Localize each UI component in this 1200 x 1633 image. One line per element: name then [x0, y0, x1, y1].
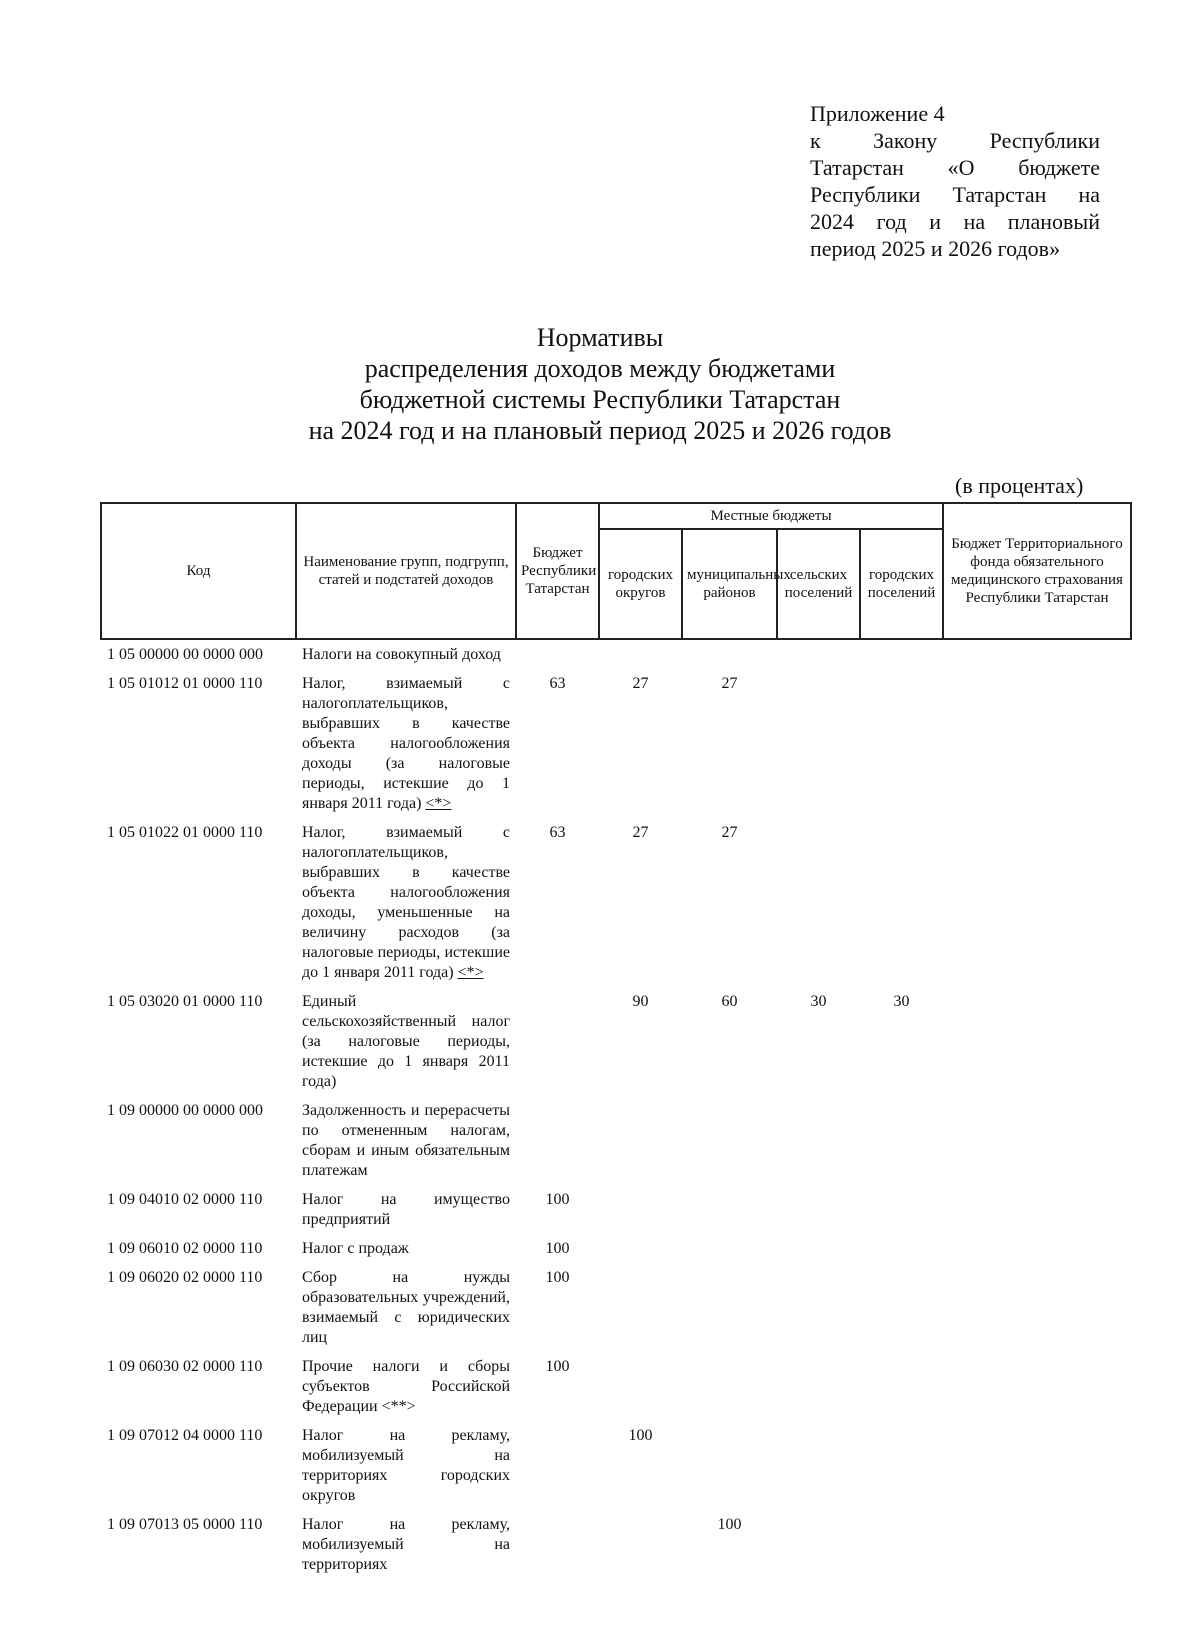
row-code: 1 09 06020 02 0000 110 [107, 1269, 263, 1286]
footnote-link[interactable]: <*> [457, 964, 484, 981]
row-name-text: Сбор на нужды образовательных учреждений, взимаемый с юридических лиц [302, 1269, 510, 1346]
row-value-go [599, 1234, 682, 1263]
row-value-mr [682, 1263, 777, 1352]
row-value-go: 100 [628, 1427, 653, 1444]
row-code: 1 09 00000 00 0000 000 [107, 1102, 263, 1119]
row-value-mr: 27 [721, 824, 738, 841]
row-value-sp: 30 [810, 993, 827, 1010]
row-value-go: 27 [632, 675, 649, 692]
row-value-go [599, 1185, 682, 1234]
row-value-rt [516, 1096, 599, 1185]
row-name-text: Задолженность и перерасчеты по отмененным налогам, сборам и иным обязательным платежам [302, 1102, 510, 1179]
row-name [296, 639, 516, 669]
row-value-mr [682, 1185, 777, 1234]
row-value-mr [682, 1096, 777, 1185]
row-value-sp [777, 1421, 860, 1510]
row-code: 1 05 00000 00 0000 000 [107, 646, 263, 663]
row-name-text: Налог, взимаемый с налогоплательщиков, выбравших в качестве объекта налогообложения доходы, уменьшенные на величину расходов (за налоговые периоды, истекшие до 1 января 2011 года) [302, 824, 510, 981]
row-name-text: Налог, взимаемый с налогоплательщиков, выбравших в качестве объекта налогообложения доходы (за налоговые периоды, истекшие до 1 января 2011 года) [302, 675, 510, 812]
appendix-line: период 2025 и 2026 годов» [810, 236, 1061, 261]
title-line: на 2024 год и на плановый период 2025 и 2026 годов [308, 416, 892, 445]
row-value-foms [943, 1510, 1131, 1579]
header-city-districts: городских округов [599, 529, 682, 639]
row-name-text: Налог с продаж [302, 1240, 409, 1257]
row-value-gp [860, 818, 943, 987]
row-value-foms [943, 1185, 1131, 1234]
table-row [101, 1096, 1131, 1185]
header-local-budgets: Местные бюджеты [599, 503, 943, 529]
row-value-rt [516, 987, 599, 1096]
row-value-sp [777, 1234, 860, 1263]
row-code: 1 09 06010 02 0000 110 [107, 1240, 263, 1257]
row-code: 1 09 07013 05 0000 110 [107, 1516, 263, 1533]
row-value-mr: 27 [721, 675, 738, 692]
row-value-rt [516, 639, 599, 669]
row-name-text: Налоги на совокупный доход [302, 646, 501, 663]
row-code: 1 05 03020 01 0000 110 [107, 993, 263, 1010]
header-urban-settlements: городских поселений [860, 529, 943, 639]
row-name [296, 987, 516, 1096]
table-row [101, 818, 1131, 987]
row-value-rt: 100 [545, 1269, 570, 1286]
row-code: 1 09 06030 02 0000 110 [107, 1358, 263, 1375]
row-code: 1 09 04010 02 0000 110 [107, 1191, 263, 1208]
row-value-mr [682, 1421, 777, 1510]
row-name [296, 1421, 516, 1510]
row-value-rt [516, 1510, 599, 1579]
table-row [101, 1185, 1131, 1234]
row-code: 1 09 07012 04 0000 110 [107, 1427, 263, 1444]
footnote-link[interactable]: <*> [425, 795, 452, 812]
row-value-gp [860, 669, 943, 818]
row-value-rt: 63 [549, 824, 566, 841]
row-value-gp [860, 1234, 943, 1263]
row-value-foms [943, 1352, 1131, 1421]
row-value-go: 27 [632, 824, 649, 841]
table-row [101, 639, 1131, 669]
appendix-line: Татарстан «О бюджете [810, 155, 1100, 180]
row-value-sp [777, 1263, 860, 1352]
row-value-go [599, 1352, 682, 1421]
row-value-sp [777, 1510, 860, 1579]
row-value-sp [777, 639, 860, 669]
header-name: Наименование групп, подгрупп, статей и подстатей доходов [296, 503, 516, 639]
row-name-text: Налог на имущество предприятий [302, 1191, 510, 1228]
row-name [296, 1234, 516, 1263]
table-header [101, 503, 1131, 639]
row-name [296, 1185, 516, 1234]
row-value-go [599, 1510, 682, 1579]
unit-note: (в процентах) [955, 473, 1084, 498]
header-republic-budget: Бюджет Республики Татарстан [516, 503, 599, 639]
table-row [101, 1510, 1131, 1579]
row-value-foms [943, 1263, 1131, 1352]
row-value-rt: 100 [545, 1358, 570, 1375]
row-value-foms [943, 987, 1131, 1096]
row-name [296, 669, 516, 818]
appendix-line: 2024 год и на плановый [810, 209, 1100, 234]
table-row [101, 1352, 1131, 1421]
row-name-text: Единый сельскохозяйственный налог (за налоговые периоды, истекшие до 1 января 2011 года) [302, 993, 510, 1090]
row-value-rt: 100 [545, 1240, 570, 1257]
row-value-foms [943, 1421, 1131, 1510]
title-line: бюджетной системы Республики Татарстан [359, 385, 841, 414]
row-name [296, 818, 516, 987]
row-value-foms [943, 818, 1131, 987]
row-value-go: 90 [632, 993, 649, 1010]
row-value-go [599, 1263, 682, 1352]
row-value-foms [943, 1096, 1131, 1185]
header-rural-settlements: сельских поселений [777, 529, 860, 639]
row-value-gp: 30 [893, 993, 910, 1010]
row-value-mr [682, 1352, 777, 1421]
row-value-gp [860, 1096, 943, 1185]
row-value-mr: 60 [721, 993, 738, 1010]
row-value-mr [682, 1234, 777, 1263]
row-value-rt: 100 [545, 1191, 570, 1208]
row-value-foms [943, 639, 1131, 669]
table-row [101, 987, 1131, 1096]
row-name [296, 1096, 516, 1185]
row-value-go [599, 1096, 682, 1185]
row-value-rt: 63 [549, 675, 566, 692]
row-name [296, 1263, 516, 1352]
row-code: 1 05 01012 01 0000 110 [107, 675, 263, 692]
row-code: 1 05 01022 01 0000 110 [107, 824, 263, 841]
appendix-header [810, 100, 1100, 262]
table-row [101, 669, 1131, 818]
row-name [296, 1352, 516, 1421]
row-value-gp [860, 1421, 943, 1510]
row-value-gp [860, 639, 943, 669]
table-body [101, 639, 1131, 1579]
row-value-sp [777, 1096, 860, 1185]
appendix-line: Республики Татарстан на [810, 182, 1100, 207]
row-value-foms [943, 669, 1131, 818]
title-line: распределения доходов между бюджетами [364, 354, 836, 383]
appendix-line: к Закону Республики [810, 128, 1100, 153]
table-row [101, 1263, 1131, 1352]
row-name-text: Прочие налоги и сборы субъектов Российской Федерации <**> [302, 1358, 510, 1415]
header-health-fund: Бюджет Территориального фонда обязательного медицинского страхования Республики Татарстан [943, 503, 1131, 639]
header-code: Код [101, 503, 296, 639]
row-name [296, 1510, 516, 1579]
document-title [0, 322, 1200, 446]
header-municipal-districts: муниципальных районов [682, 529, 777, 639]
row-value-sp [777, 1185, 860, 1234]
row-value-rt [516, 1421, 599, 1510]
row-value-sp [777, 669, 860, 818]
row-name-text: Налог на рекламу, мобилизуемый на территориях городских округов [302, 1427, 510, 1504]
title-line: Нормативы [536, 323, 664, 352]
row-name-text: Налог на рекламу, мобилизуемый на территориях [302, 1516, 510, 1573]
row-value-mr [682, 639, 777, 669]
row-value-gp [860, 1510, 943, 1579]
row-value-sp [777, 818, 860, 987]
row-value-go [599, 639, 682, 669]
row-value-mr: 100 [717, 1516, 742, 1533]
row-value-gp [860, 1185, 943, 1234]
table-row [101, 1234, 1131, 1263]
row-value-foms [943, 1234, 1131, 1263]
table-row [101, 1421, 1131, 1510]
row-value-sp [777, 1352, 860, 1421]
appendix-line: Приложение 4 [810, 101, 945, 126]
revenue-distribution-table [100, 502, 1132, 1579]
row-value-gp [860, 1263, 943, 1352]
row-value-gp [860, 1352, 943, 1421]
